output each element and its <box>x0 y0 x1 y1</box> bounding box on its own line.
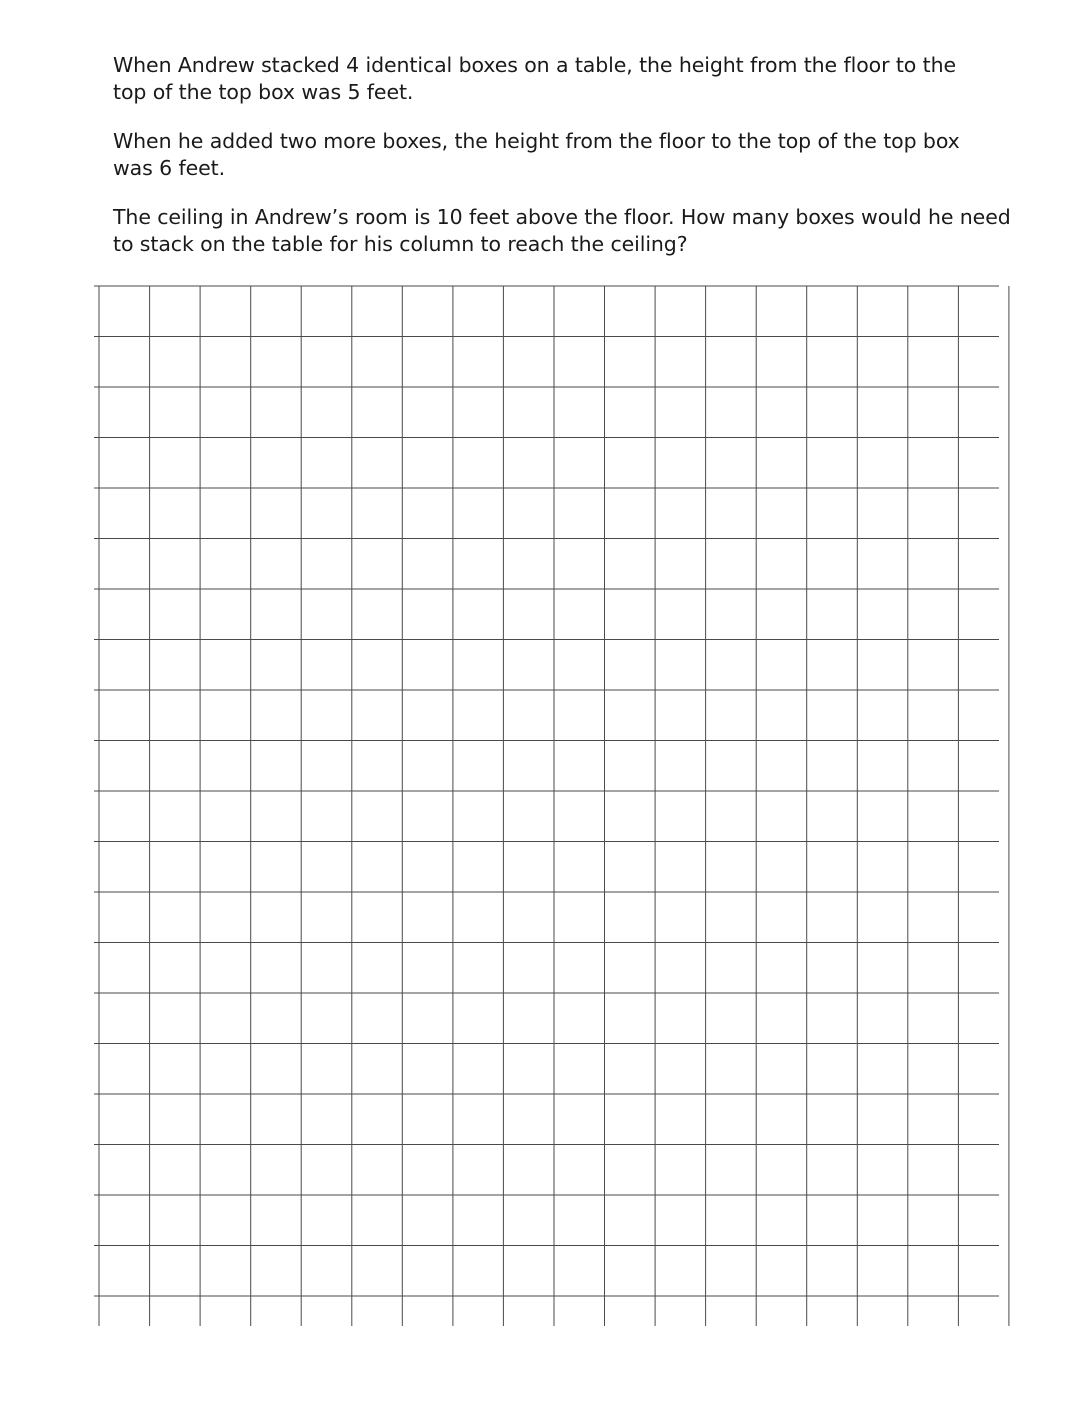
problem-statement <box>113 52 1011 280</box>
text-line: to stack on the table for his column to reach the ceiling? <box>113 232 688 256</box>
text-line: The ceiling in Andrew’s room is 10 feet above the floor. How many boxes would he need <box>113 205 1011 229</box>
paragraph-question <box>113 204 1011 258</box>
text-line: When Andrew stacked 4 identical boxes on a table, the height from the floor to the <box>113 53 956 77</box>
paragraph-setup <box>113 52 993 106</box>
text-line: When he added two more boxes, the height from the floor to the top of the top box <box>113 129 960 153</box>
text-line: was 6 feet. <box>113 156 225 180</box>
text-line: top of the top box was 5 feet. <box>113 80 414 104</box>
paragraph-added-boxes <box>113 128 993 182</box>
